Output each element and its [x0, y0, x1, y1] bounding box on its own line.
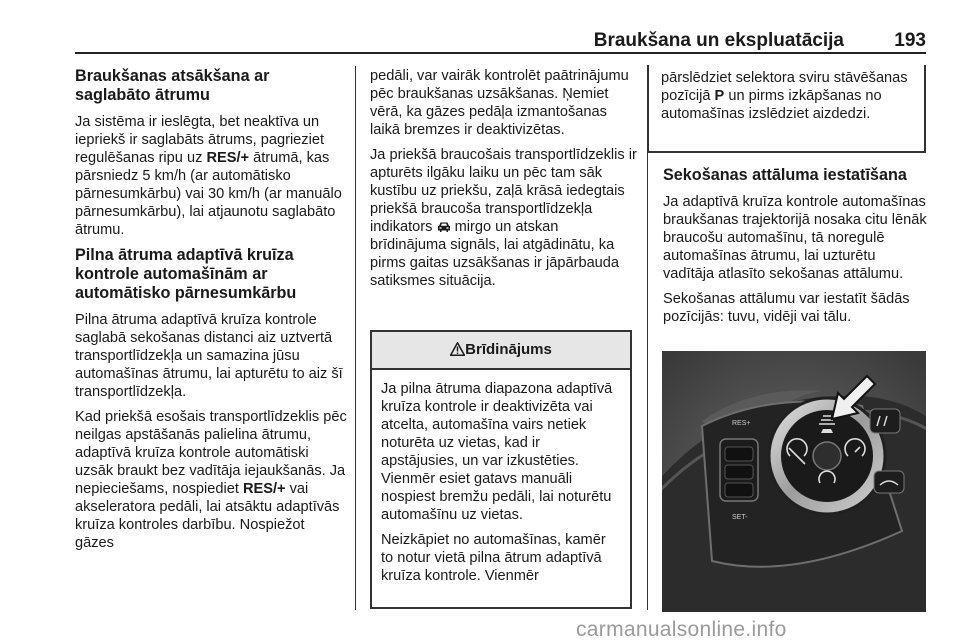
warning-header	[372, 332, 630, 370]
paragraph-pedal: pedāli, var vairāk kontrolēt paātrinājumu pēc braukšanas uzsākšanas. Ņemiet vērā, ka gāzes pedāļa izmantošanas laikā bremzes ir deaktivizētas.	[370, 68, 629, 138]
page-header	[75, 26, 926, 54]
warning-title: Brīdinājums	[465, 341, 552, 358]
res-label: RES+	[732, 420, 751, 427]
watermark: carmanualsonline.info	[576, 618, 787, 641]
paragraph-distance-2: Sekošanas attālumu var iestatīt šādās pozīcijās: tuvu, vidēji vai tālu.	[663, 291, 910, 325]
warning-triangle-icon	[450, 342, 465, 356]
paragraph-vehicle-ahead: Ja priekšā braucošais transportlīdzeklis ir apturēts ilgāku laiku un pēc tam sāk kustību uz priekšu, zaļā krāsā iedegtais priekšā braucoša transportlīdzekļa indikators mirgo un atskan brīdinājuma signāls, lai atgādinātu, ka pirms gaitas uzsākšanas ir jāpārbauda satiksmes situācija.	[370, 147, 637, 289]
paragraph-full-speed-2: Kad priekšā esošais transportlīdzeklis pēc neilgas apstāšanās palielina ātrumu, adaptīvā kruīza kontrole automātiski uzsāk braukt bez vadītāja iejaukšanās. Ja nepieciešams, nospiediet RES/+ vai akseleratora pedāli, lai atsāktu adaptīvās kruīza kontroles darbību. Nospiežot gāzes	[75, 409, 347, 551]
section-title: Braukšana un ekspluatācija	[593, 30, 844, 51]
column-divider	[355, 66, 356, 610]
paragraph-resume: Ja sistēma ir ieslēgta, bet neaktīva un iepriekš ir saglabāts ātrums, pagrieziet regulēšanas ripu uz RES/+ ātrumā, kas pārsniedz 5 km/h (ar automātisko pārnesumkārbu) vai 30 km/h (ar manuālo pārnesumkārbu), lai atjaunotu saglabāto ātrumu.	[75, 114, 342, 238]
column-right	[663, 166, 929, 333]
heading-full-speed-acc: Pilna ātruma adaptīvā kruīza kontrole automašīnām ar automātisko pārnesumkārbu	[75, 246, 297, 302]
paragraph-full-speed-1: Pilna ātruma adaptīvā kruīza kontrole saglabā sekošanas distanci aiz uztvertā transportlīdzekļa un samazina jūsu automašīnas ātrumu, lai apturētu to aiz šī transportlīdzekļa.	[75, 312, 343, 400]
heading-following-distance: Sekošanas attāluma iestatīšana	[663, 166, 907, 184]
warning-paragraph-1: Ja pilna ātruma diapazona adaptīvā kruīza kontrole ir deaktivizēta vai atcelta, automašīna vairs netiek noturēta uz vietas, kad ir apstājusies, un var izkustēties. Vienmēr esiet gatavs manuāli nospiest bremžu pedāli, lai noturētu automašīnu uz vietas.	[381, 381, 613, 523]
steering-wheel-controls-figure	[662, 351, 926, 612]
heading-resume: Braukšanas atsākšana ar saglabāto ātrumu	[75, 67, 270, 104]
warning-box	[370, 330, 632, 609]
page-number: 193	[894, 30, 926, 51]
set-label: SET-	[732, 514, 748, 521]
vehicle-ahead-icon	[437, 221, 451, 233]
warning-paragraph-2: Neizkāpiet no automašīnas, kamēr to notur vietā pilna ātrum adaptīvā kruīza kontrole. Vienmēr	[381, 532, 606, 584]
note-box-continued: pārslēdziet selektora sviru stāvēšanas pozīcijā P un pirms izkāpšanas no automašīnas izslēdziet aizdedzi.	[647, 65, 926, 153]
column-middle	[370, 67, 638, 297]
column-left	[75, 67, 347, 559]
paragraph-distance-1: Ja adaptīvā kruīza kontrole automašīnas braukšanas trajektorijā nosaka citu lēnāk braucošu automašīnu, tā noregulē automašīnas ātrumu, lai uzturētu vadītāja atlasīto sekošanas attālumu.	[663, 194, 927, 282]
